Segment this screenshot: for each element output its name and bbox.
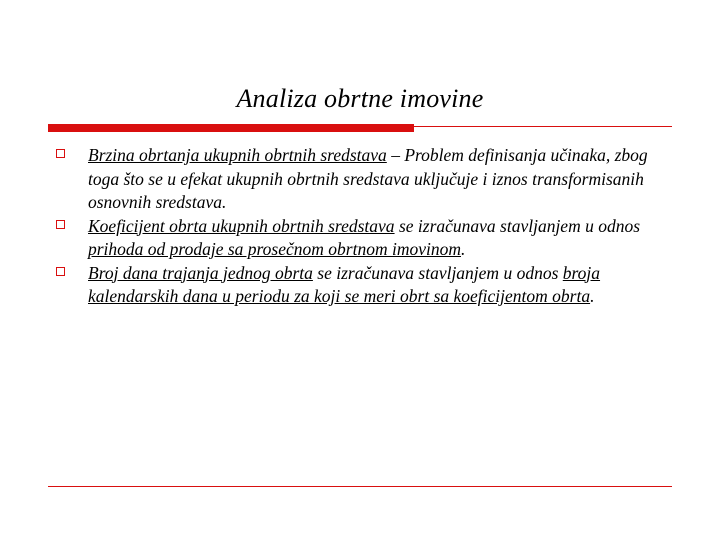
title-underline-thin xyxy=(414,126,672,127)
title-underline-thick xyxy=(48,124,414,132)
hollow-square-icon xyxy=(56,149,65,158)
footer-rule xyxy=(48,486,672,487)
bullet-item xyxy=(54,262,664,309)
bullet-text: . xyxy=(461,239,466,259)
bullet-text: se izračunava stavljanjem u odnos xyxy=(394,215,641,236)
hollow-square-icon xyxy=(56,267,65,276)
bullet-text: – Problem definisanja učinaka, zbog toga što se u efekat ukupnih obrtnih sredstava uključuje i iznos transformisanih osnovnih sredstava. xyxy=(88,145,648,212)
underlined-term: prihoda od prodaje sa prosečnom obrtnom imovinom xyxy=(88,239,461,259)
hollow-square-icon xyxy=(56,220,65,229)
bullet-item xyxy=(54,215,664,262)
underlined-term: Koeficijent obrta ukupnih obrtnih sredstava xyxy=(88,215,395,236)
underlined-term: Broj dana trajanja jednog obrta xyxy=(88,262,313,283)
underlined-term: Brzina obrtanja ukupnih obrtnih sredstava xyxy=(88,145,387,165)
underlined-term: broja kalendarskih dana u periodu za koji se meri obrt sa koeficijentom obrta xyxy=(88,262,601,306)
bullet-list xyxy=(54,144,664,309)
slide-title: Analiza obrtne imovine xyxy=(236,84,484,113)
bullet-text: . xyxy=(590,286,595,306)
title-underline xyxy=(48,124,672,134)
bullet-item xyxy=(54,144,664,215)
bullet-text: se izračunava stavljanjem u odnos xyxy=(312,262,563,283)
